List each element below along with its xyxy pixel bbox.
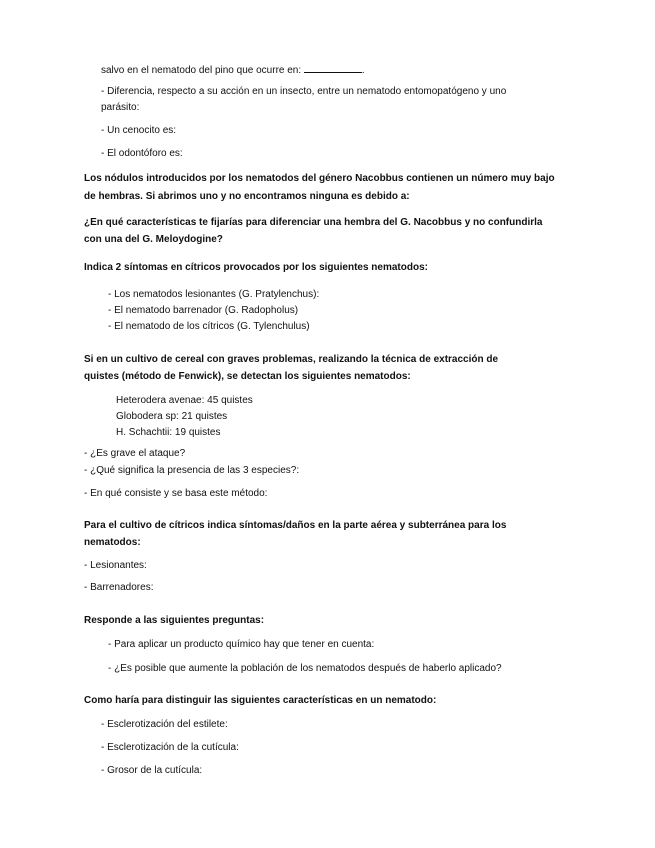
question-diff-line1: - Diferencia, respecto a su acción en un insecto, entre un nematodo entomopatógeno y uno xyxy=(101,86,507,97)
danos-line1: Para el cultivo de cítricos indica síntomas/daños en la parte aérea y subterránea para los xyxy=(84,520,507,531)
cyst-count: Globodera sp: 21 quistes xyxy=(116,411,228,422)
question-pine-nematode: salvo en el nematodo del pino que ocurre en: . xyxy=(101,65,365,76)
list-item: - Esclerotización del estilete: xyxy=(101,719,228,730)
list-item: - El nematodo barrenador (G. Radopholus) xyxy=(108,305,299,316)
diferenciar-line2: con una del G. Meloydogine? xyxy=(84,234,223,245)
fenwick-line1: Si en un cultivo de cereal con graves problemas, realizando la técnica de extracción de xyxy=(84,354,499,365)
nacobbus-line1: Los nódulos introducidos por los nematodos del género Nacobbus contienen un número muy bajo xyxy=(84,173,555,184)
nacobbus-line2: de hembras. Si abrimos uno y no encontramos ninguna es debido a: xyxy=(84,191,410,202)
fenwick-question: - ¿Es grave el ataque? xyxy=(84,448,186,459)
diferenciar-line1: ¿En qué características te fijarías para diferenciar una hembra del G. Nacobbus y no confundirla xyxy=(84,217,543,228)
question-diff-line2: parásito: xyxy=(101,102,140,113)
fenwick-question: - En qué consiste y se basa este método: xyxy=(84,488,268,499)
question-cenocito: - Un cenocito es: xyxy=(101,125,177,136)
fenwick-line2: quistes (método de Fenwick), se detectan los siguientes nematodos: xyxy=(84,371,411,382)
list-item: - ¿Es posible que aumente la población de los nematodos después de haberlo aplicado? xyxy=(108,663,502,674)
list-item: - El nematodo de los cítricos (G. Tylenchulus) xyxy=(108,321,310,332)
list-item: - Barrenadores: xyxy=(84,582,154,593)
list-item: - Para aplicar un producto químico hay que tener en cuenta: xyxy=(108,639,375,650)
fenwick-question: - ¿Qué significa la presencia de las 3 especies?: xyxy=(84,465,300,476)
list-item: - Lesionantes: xyxy=(84,560,147,571)
cyst-count: H. Schachtii: 19 quistes xyxy=(116,427,221,438)
distinguir-heading: Como haría para distinguir las siguientes características en un nematodo: xyxy=(84,695,437,706)
answer-blank xyxy=(304,64,362,73)
cyst-count: Heterodera avenae: 45 quistes xyxy=(116,395,253,406)
question-odontoforo: - El odontóforo es: xyxy=(101,148,183,159)
citricos-heading: Indica 2 síntomas en cítricos provocados por los siguientes nematodos: xyxy=(84,262,428,273)
list-item: - Esclerotización de la cutícula: xyxy=(101,742,239,753)
list-item: - Grosor de la cutícula: xyxy=(101,765,203,776)
danos-line2: nematodos: xyxy=(84,537,141,548)
list-item: - Los nematodos lesionantes (G. Pratylenchus): xyxy=(108,289,320,300)
preguntas-heading: Responde a las siguientes preguntas: xyxy=(84,615,265,626)
